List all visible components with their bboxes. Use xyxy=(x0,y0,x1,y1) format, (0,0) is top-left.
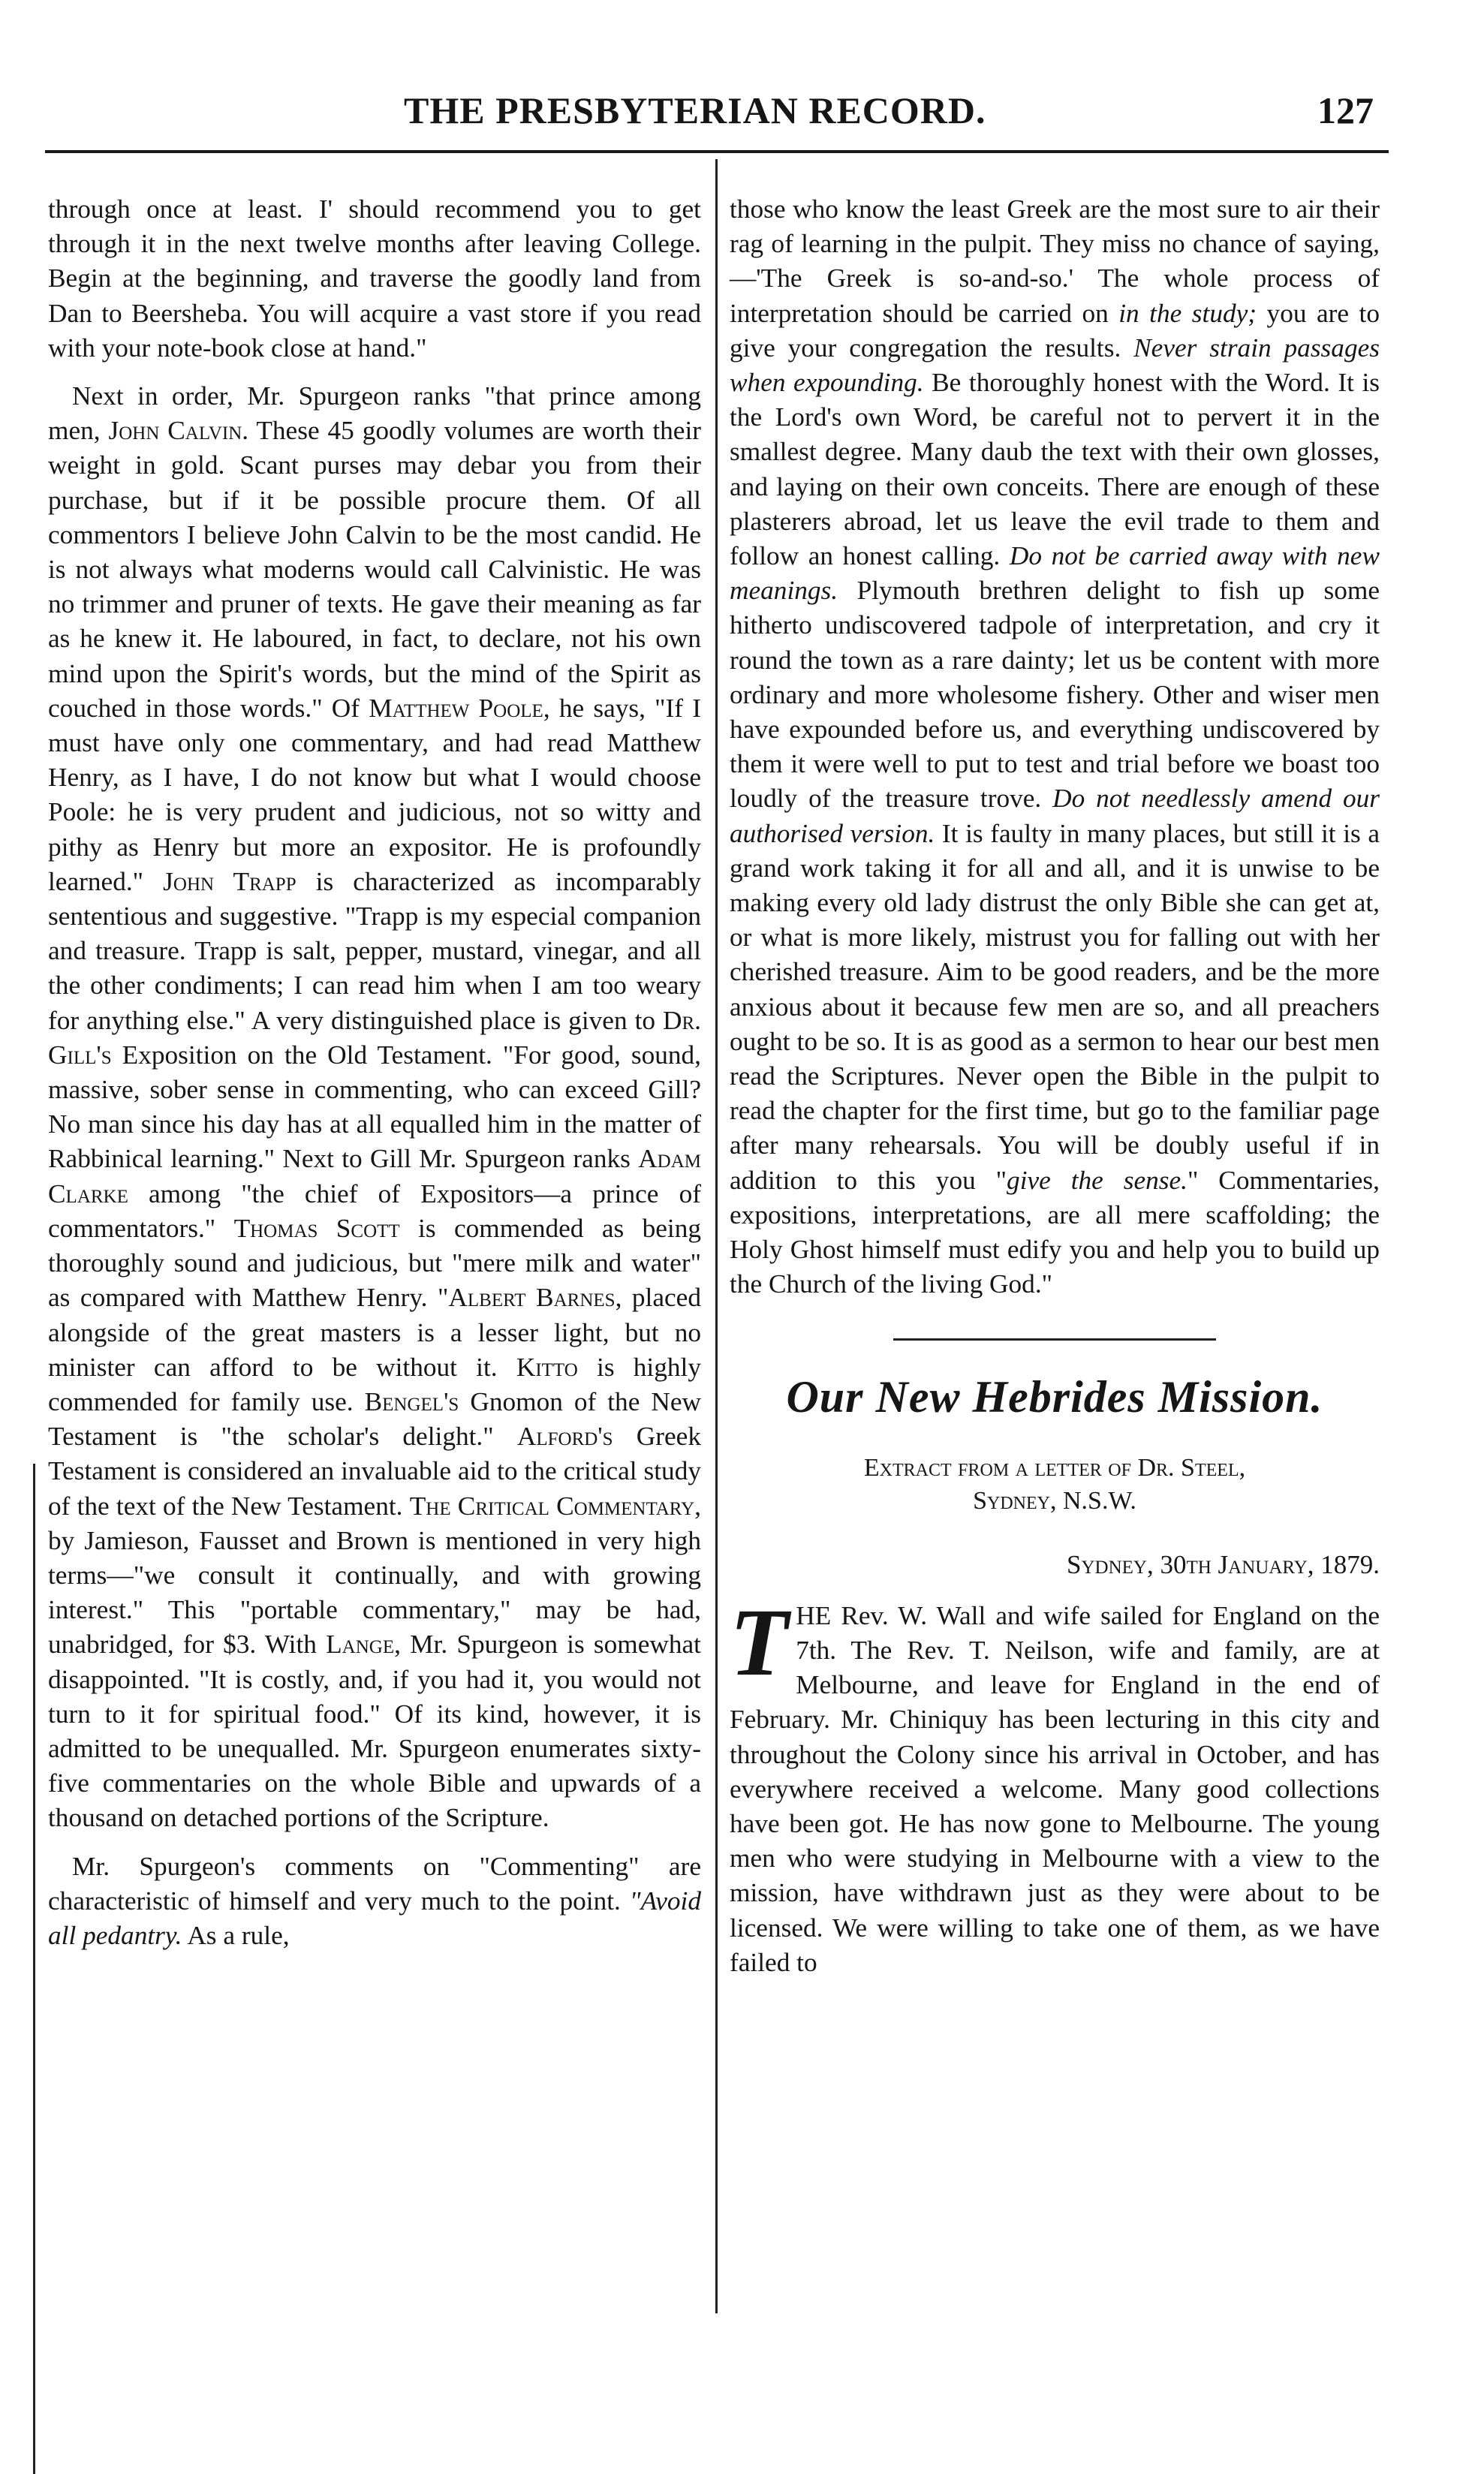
emphasis-avoid-pedantry: "Avoid all pedantry. xyxy=(48,1886,701,1950)
left-margin-line xyxy=(33,1464,35,2474)
paragraph-continued: through once at least. I' should recommend you to get through it in the next twelve months after leaving College. Begin at the beginning, and traverse the goodly land from Dan to Beersheba. You will acquire a vast store if you read with your note-book close at hand." xyxy=(48,194,701,363)
emphasis-not-carried-away: Do not be carried away with new meanings. xyxy=(730,541,1380,606)
page-number: 127 xyxy=(1317,89,1374,131)
name-kitto: Kitto xyxy=(516,1352,578,1382)
name-calvin: John Calvin xyxy=(108,416,242,446)
column-divider xyxy=(715,159,718,2313)
header-rule xyxy=(45,150,1389,153)
name-clarke: Adam Clarke xyxy=(48,1144,701,1208)
section-heading: Our New Hebrides Mission. xyxy=(786,1371,1323,1422)
emphasis-never-strain: Never strain passages when expounding. xyxy=(730,333,1380,398)
paragraph-commenting-continued: those who know the least Greek are the most sure to air their rag of learning in the pulpit. They miss no chance of saying,—'The Greek is so-and-so.' The whole process of interpretation should be carried on in the study; you are to give your congregation the results. Never strain passages when expounding. Be thoroughly honest with the Word. It is the Lord's own Word, be careful not to pervert it in the smallest degree. Many daub the text with their own glosses, and laying on their own conceits. There are enough of these plasterers abroad, let us leave the evil trade to them and follow an honest calling. Do not be carried away with new meanings. Plymouth brethren delight to fish up some hitherto undiscovered tadpole of interpretation, and cry it round the town as a rare dainty; let us be content with more ordinary and more wholesome fishery. Other and wiser men have expounded before us, and everything undiscovered by them it were well to put to test and trial before we boast too loudly of the treasure trove. Do not needlessly amend our authorised version. It is faulty in many places, but still it is a grand work taking it for all and all, and it is unwise to be making every old lady distrust the only Bible she can get at, or what is more likely, mistrust you for falling out with her cherished treasure. Aim to be good readers, and be the more anxious about it because few men are so, and all preachers ought to be so. It is as good as a sermon to hear our best men read the Scriptures. Never open the Bible in the pulpit to read the chapter for the first time, but go to the familiar page after many rehearsals. You will be doubly useful if in addition to this you "give the sense." Commentaries, expositions, interpretations, are all mere scaffolding; the Holy Ghost himself must edify you and help you to build up the Church of the living God." xyxy=(730,194,1380,1299)
letter-body: THE Rev. W. Wall and wife sailed for England on the 7th. The Rev. T. Neilson, wife and family, are at Melbourne, and leave for England in the end of February. Mr. Chiniquy has been lecturing in this city and throughout the Colony since his arrival in October, and has everywhere received a welcome. Many good collections have been got. He has now gone to Melbourne. The young men who were studying in Melbourne with a view to the mission, have withdrawn just as they were about to be licensed. We were willing to take one of them, as we have failed to xyxy=(730,1588,1380,1977)
page-header xyxy=(45,89,1374,149)
letter-dateline: Sydney, 30th January, 1879. xyxy=(1067,1549,1380,1579)
name-alford: Alford's xyxy=(516,1422,613,1452)
section-separator xyxy=(893,1338,1216,1341)
name-barnes: Albert Barnes xyxy=(448,1283,616,1313)
name-lange: Lange xyxy=(326,1630,395,1660)
name-trapp: John Trapp xyxy=(163,866,296,896)
name-bengel: Bengel's xyxy=(364,1386,459,1416)
running-title: THE PRESBYTERIAN RECORD. xyxy=(404,89,986,131)
name-poole: Matthew Poole xyxy=(369,693,543,723)
drop-cap: T xyxy=(730,1588,789,1696)
right-column xyxy=(730,192,1380,1994)
paragraph-commenting: Mr. Spurgeon's comments on "Commenting" are characteristic of himself and very much to the point. "Avoid all pedantry. As a rule, xyxy=(48,1851,701,1950)
title-critical-commentary: The Critical Commentary xyxy=(409,1491,695,1521)
emphasis-in-the-study: in the study; xyxy=(1118,298,1257,328)
emphasis-not-amend: Do not needlessly amend our authorised version. xyxy=(730,784,1380,848)
emphasis-give-the-sense: give the sense. xyxy=(1007,1165,1188,1195)
name-gill: Dr. Gill's xyxy=(48,1005,701,1070)
paragraph-spurgeon-rankings: Next in order, Mr. Spurgeon ranks "that prince among men, John Calvin. These 45 goodly volumes are worth their weight in gold. Scant purses may debar you from their purchase, but if it be possible procure them. Of all commentors I believe John Calvin to be the most candid. He is not always what moderns would call Calvinistic. He was no trimmer and pruner of texts. He gave their meaning as far as he knew it. He laboured, in fact, to declare, not his own mind upon the Spirit's words, but the mind of the Spirit as couched in those words." Of Matthew Poole, he says, "If I must have only one commentary, and had read Matthew Henry, as I have, I do not know but what I would choose Poole: he is very prudent and judicious, not so witty and pithy as Henry but more an expositor. He is profoundly learned." John Trapp is characterized as incomparably sententious and suggestive. "Trapp is my especial companion and treasure. Trapp is salt, pepper, mustard, vinegar, and all the other condiments; I can read him when I am too weary for anything else." A very distinguished place is given to Dr. Gill's Exposition on the Old Testament. "For good, sound, massive, sober sense in commenting, who can exceed Gill? No man since his day has at all equalled him in the matter of Rabbinical learning." Next to Gill Mr. Spurgeon ranks Adam Clarke among "the chief of Expositors—a prince of commentators." Thomas Scott is commended as being thoroughly sound and judicious, but "mere milk and water" as compared with Matthew Henry. "Albert Barnes, placed alongside of the great masters is a lesser light, but no minister can afford to be without it. Kitto is highly commended for family use. Bengel's Gnomon of the New Testament is "the scholar's delight." Alford's Greek Testament is considered an invaluable aid to the critical study of the text of the New Testament. The Critical Commentary, by Jamieson, Fausset and Brown is mentioned in very high terms—"we consult it continually, and with growing interest." This "portable commentary," may be had, unabridged, for $3. With Lange, Mr. Spurgeon is somewhat disappointed. "It is costly, and, if you had it, you would not turn to it for spiritual food." Of its kind, however, it is admitted to be unequalled. Mr. Spurgeon enumerates sixty-five commentaries on the whole Bible and upwards of a thousand on detached portions of the Scripture. xyxy=(48,381,702,1833)
section-subheading: Extract from a letter of Dr. Steel, Sydney, N.S.W. xyxy=(863,1453,1246,1515)
name-scott: Thomas Scott xyxy=(233,1213,400,1243)
left-column xyxy=(48,192,701,1967)
